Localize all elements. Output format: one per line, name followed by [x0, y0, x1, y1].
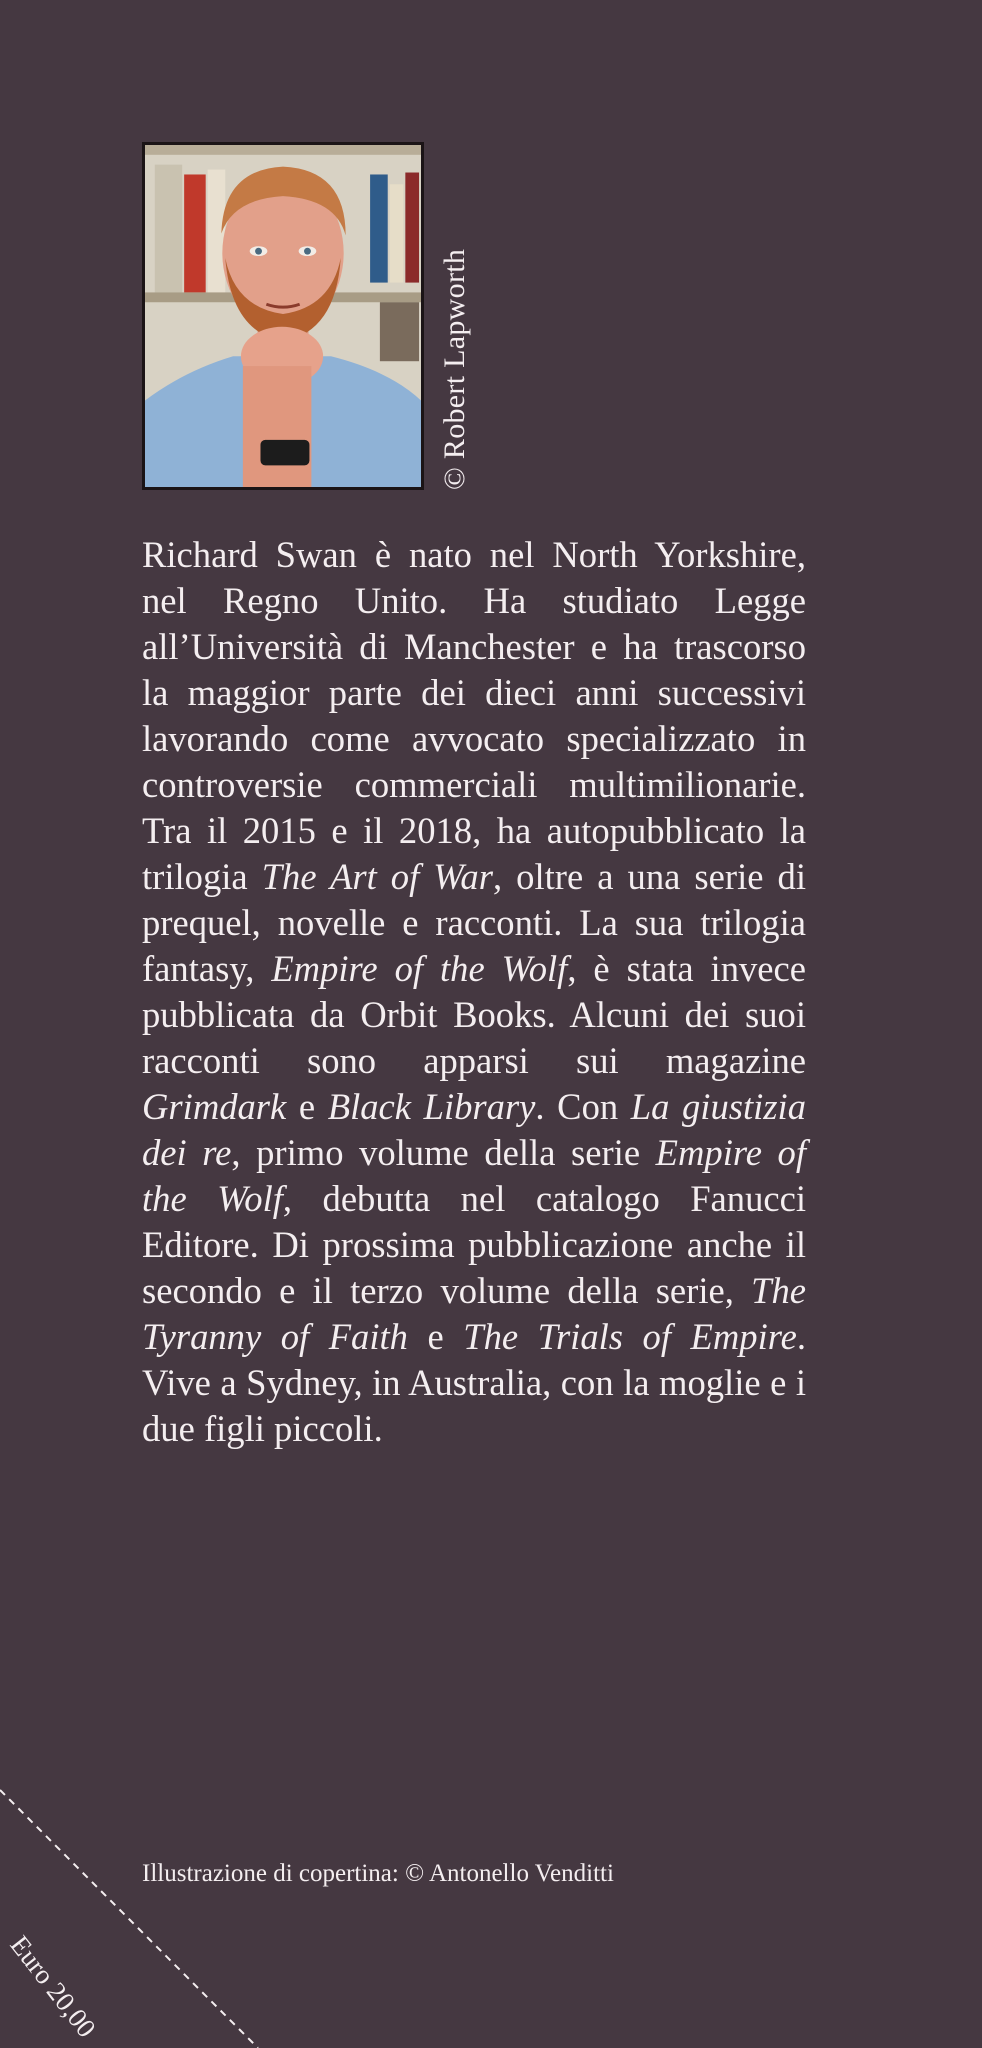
book-title: The Trials of Empire — [463, 1316, 797, 1357]
bio-text: , debutta nel catalogo Fanucci Editore. Di prossima pubblicazione anche il secondo e il terzo volume della serie, — [142, 1178, 807, 1311]
book-title: La giustizia dei re — [142, 1086, 806, 1173]
bio-text: . Con — [535, 1086, 631, 1127]
bio-text: . Vive a Sydney, in Australia, con la moglie e i due figli piccoli. — [142, 1316, 807, 1449]
photo-credit: © Robert Lapworth — [438, 248, 471, 490]
bio-text: , primo volume della serie — [231, 1132, 656, 1173]
bio-text: Richard Swan è nato nel North Yorkshire, nel Regno Unito. Ha studiato Legge all’Università di Manchester e ha trascorso la maggior parte dei dieci anni successivi lavorando come avvocato specializzato in controversie commerciali multimilionarie. Tra il 2015 e il 2018, ha autopubblicato la trilogia — [142, 534, 806, 897]
book-title: The Art of War — [261, 856, 493, 897]
bio-text: , oltre a una serie di prequel, novelle e racconti. La sua trilogia fantasy, — [142, 856, 806, 989]
book-title: Empire of the Wolf — [271, 948, 568, 989]
price-label: Euro 20,00 — [4, 1930, 102, 2044]
bio-text: , è stata invece pubblicata da Orbit Books. Alcuni dei suoi racconti sono apparsi sui magazine — [142, 948, 807, 1081]
bio-text: e — [286, 1086, 328, 1127]
cover-illustration-credit: Illustrazione di copertina: © Antonello Venditti — [142, 1860, 614, 1887]
magazine-title: Grimdark — [142, 1086, 287, 1127]
series-title: Empire of the Wolf — [142, 1132, 807, 1219]
bio-text: e — [407, 1316, 464, 1357]
book-title: The Tyranny of Faith — [142, 1270, 806, 1357]
magazine-title: Black Library — [327, 1086, 536, 1127]
